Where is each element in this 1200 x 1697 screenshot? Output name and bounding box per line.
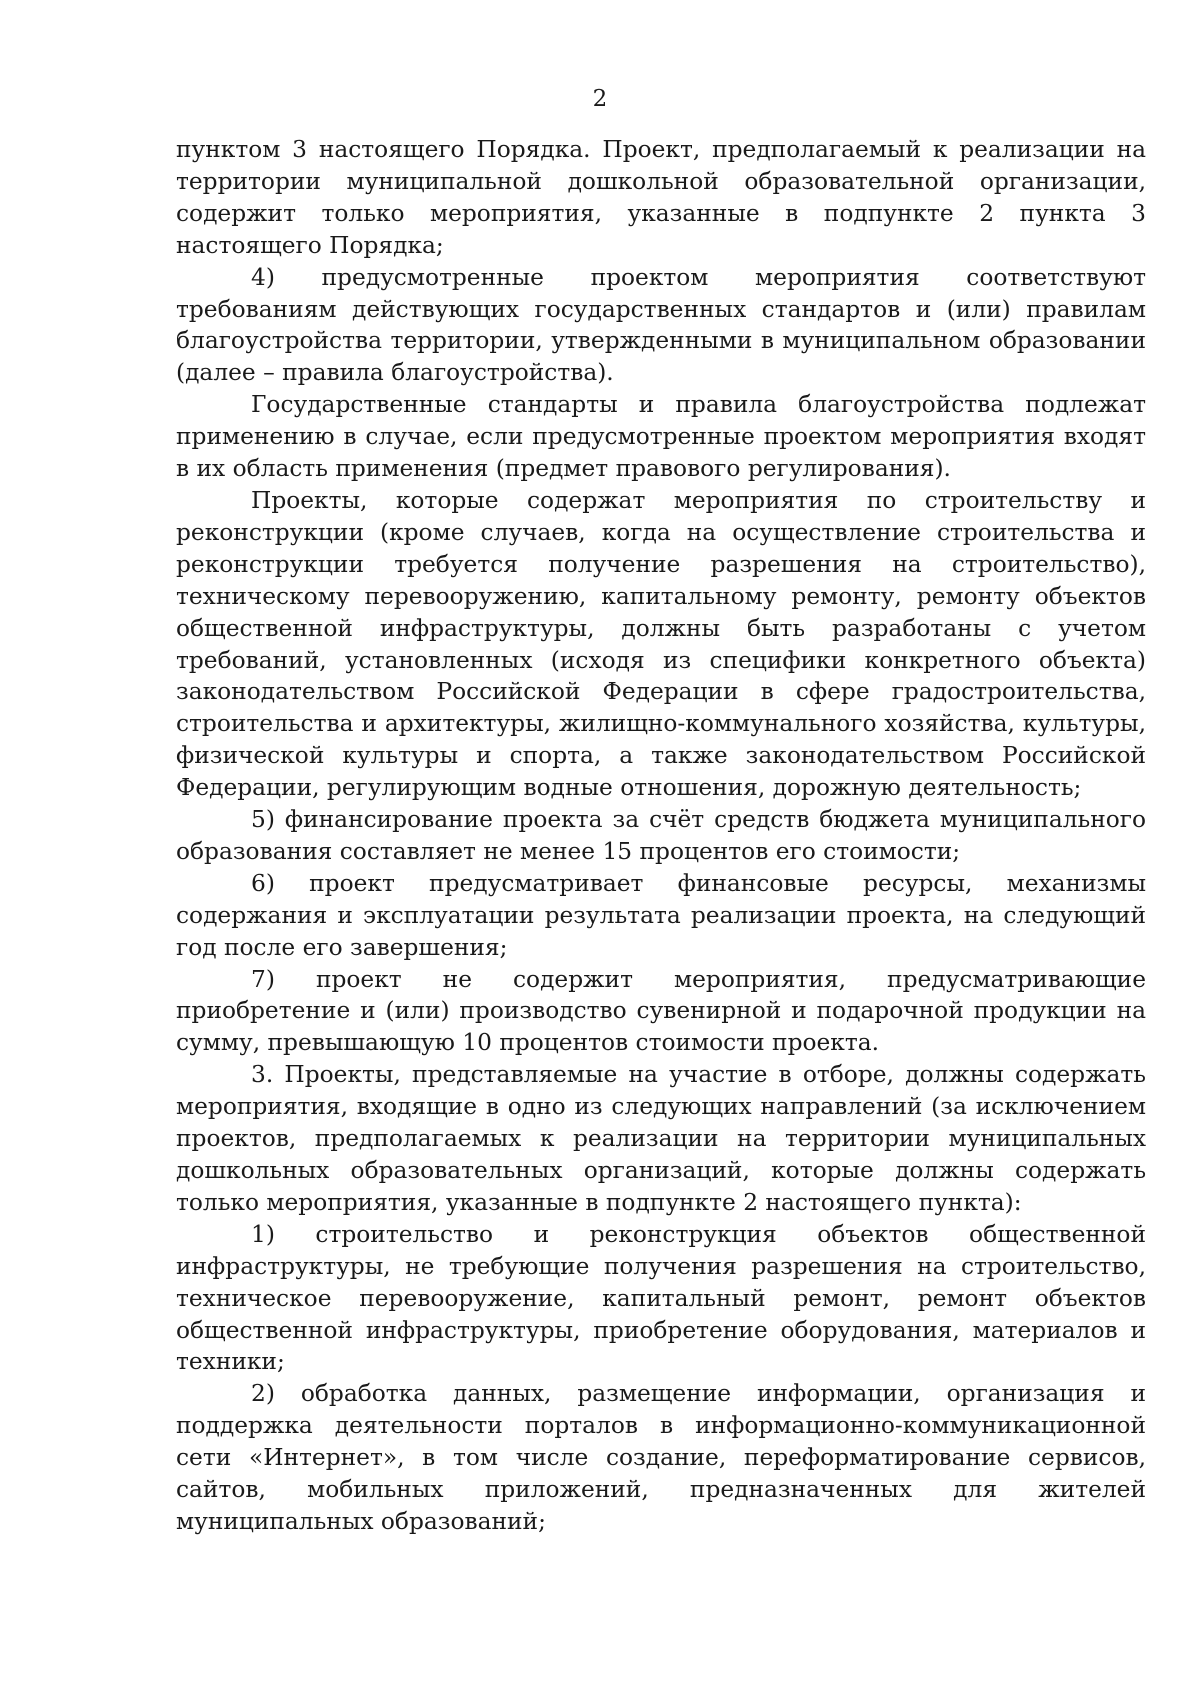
paragraph: 6) проект предусматривает финансовые ресурсы, механизмы содержания и эксплуатации результата реализации проекта, на следующий год после его завершения; <box>176 869 1146 961</box>
paragraph: 4) предусмотренные проектом мероприятия соответствуют требованиям действующих государственных стандартов и (или) правилам благоустройства территории, утвержденными в муниципальном образовании (далее – правила благоустройства). <box>176 263 1146 387</box>
paragraph: 5) финансирование проекта за счёт средств бюджета муниципального образования составляет не менее 15 процентов его стоимости; <box>176 806 1146 865</box>
paragraph: 2) обработка данных, размещение информации, организация и поддержка деятельности порталов в информационно-коммуникационной сети «Интернет», в том числе создание, переформатирование сервисов, сайтов, мобильных приложений, предназначенных для жителей муниципальных образований; <box>176 1380 1146 1535</box>
paragraph: Проекты, которые содержат мероприятия по строительству и реконструкции (кроме случаев, когда на осуществление строительства и реконструкции требуется получение разрешения на строительство), техническому перевооружению, капитальному ремонту, ремонту объектов общественной инфраструктуры, должны быть разработаны с учетом требований, установленных (исходя из специфики конкретного объекта) законодательством Российской Федерации в сфере градостроительства, строительства и архитектуры, жилищно-коммунального хозяйства, культуры, физической культуры и спорта, а также законодательством Российской Федерации, регулирующим водные отношения, дорожную деятельность; <box>176 486 1146 802</box>
paragraph: пунктом 3 настоящего Порядка. Проект, предполагаемый к реализации на территории муниципальной дошкольной образовательной организации, содержит только мероприятия, указанные в подпункте 2 пункта 3 настоящего Порядка; <box>176 136 1146 259</box>
paragraph: Государственные стандарты и правила благоустройства подлежат применению в случае, если предусмотренные проектом мероприятия входят в их область применения (предмет правового регулирования). <box>176 391 1146 483</box>
paragraph: 7) проект не содержит мероприятия, предусматривающие приобретение и (или) производство сувенирной и подарочной продукции на сумму, превышающую 10 процентов стоимости проекта. <box>176 965 1146 1057</box>
paragraph: 1) строительство и реконструкция объектов общественной инфраструктуры, не требующие получения разрешения на строительство, техническое перевооружение, капитальный ремонт, ремонт объектов общественной инфраструктуры, приобретение оборудования, материалов и техники; <box>176 1220 1146 1376</box>
document-body <box>176 134 1146 1538</box>
page-number: 2 <box>592 86 608 112</box>
paragraph: 3. Проекты, представляемые на участие в отборе, должны содержать мероприятия, входящие в одно из следующих направлений (за исключением проектов, предполагаемых к реализации на территории муниципальных дошкольных образовательных организаций, которые должны содержать только мероприятия, указанные в подпункте 2 настоящего пункта): <box>176 1061 1146 1216</box>
